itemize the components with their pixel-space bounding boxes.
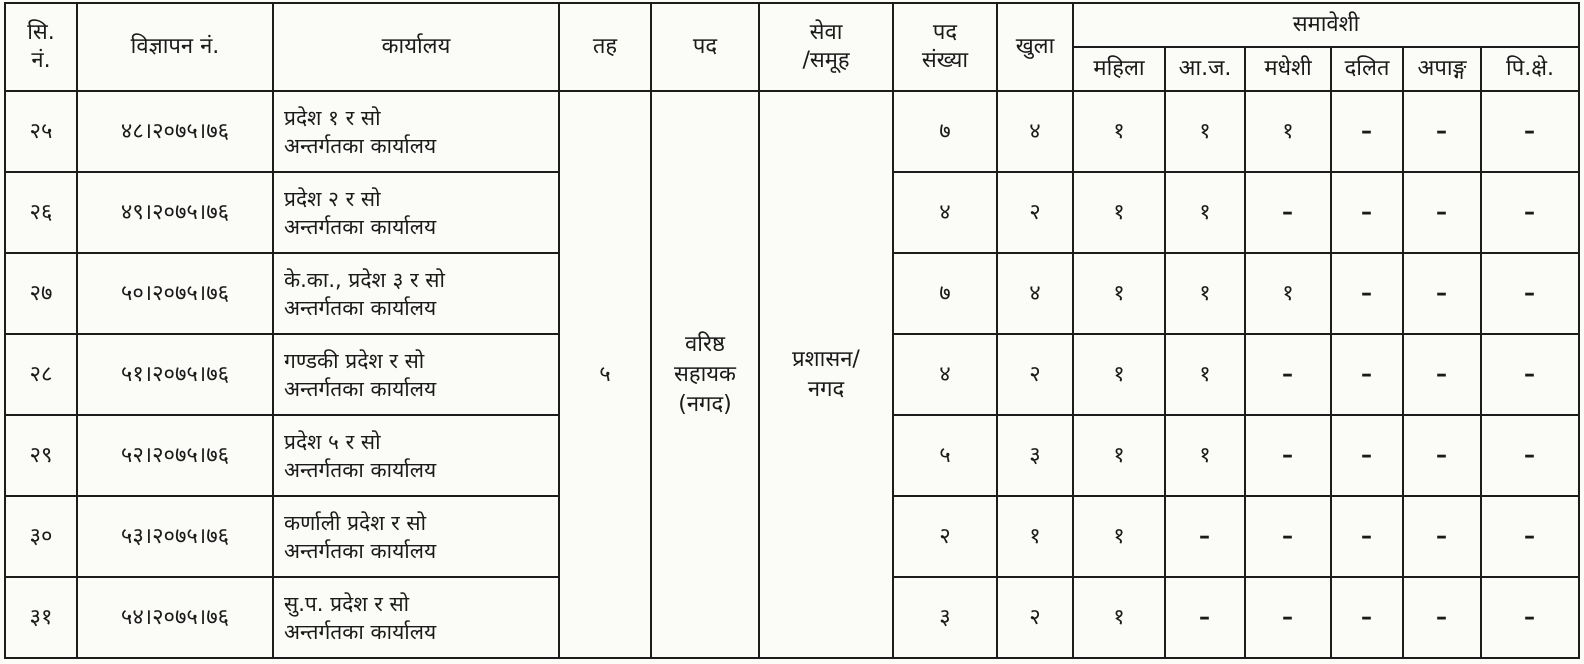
cell-indigenous: १ xyxy=(1165,172,1245,253)
header-open: खुला xyxy=(997,3,1073,91)
cell-post-count: ३ xyxy=(893,577,997,658)
vacancy-table xyxy=(4,2,1580,659)
header-disabled: अपाङ्ग xyxy=(1403,47,1481,91)
header-post: पद xyxy=(651,3,759,91)
cell-office xyxy=(273,415,559,496)
header-indigenous: आ.ज. xyxy=(1165,47,1245,91)
header-serial: सि. नं. xyxy=(5,3,77,91)
cell-dalit: – xyxy=(1331,334,1403,415)
cell-post: वरिष्ठ सहायक (नगद) xyxy=(651,91,759,658)
cell-post-count: ७ xyxy=(893,253,997,334)
cell-disabled: – xyxy=(1403,91,1481,172)
cell-office xyxy=(273,334,559,415)
cell-indigenous: १ xyxy=(1165,415,1245,496)
header-advert-no: विज्ञापन नं. xyxy=(77,3,273,91)
cell-women: १ xyxy=(1073,577,1165,658)
cell-indigenous: १ xyxy=(1165,91,1245,172)
header-level: तह xyxy=(559,3,651,91)
cell-indigenous: – xyxy=(1165,496,1245,577)
cell-women: १ xyxy=(1073,496,1165,577)
cell-advert-no: ४८।२०७५।७६ xyxy=(77,91,273,172)
cell-disabled: – xyxy=(1403,577,1481,658)
cell-serial: २५ xyxy=(5,91,77,172)
cell-backward-region: – xyxy=(1481,334,1579,415)
header-inclusive: समावेशी xyxy=(1073,3,1579,47)
cell-dalit: – xyxy=(1331,496,1403,577)
cell-office xyxy=(273,91,559,172)
office-line2: अन्तर्गतका कार्यालय xyxy=(284,457,437,482)
cell-indigenous: १ xyxy=(1165,253,1245,334)
cell-madhesi: – xyxy=(1245,577,1331,658)
cell-open: ४ xyxy=(997,253,1073,334)
cell-post-count: ७ xyxy=(893,91,997,172)
office-line1: गण्डकी प्रदेश र सो xyxy=(284,348,425,373)
cell-post-count: २ xyxy=(893,496,997,577)
cell-indigenous: १ xyxy=(1165,334,1245,415)
cell-advert-no: ५१।२०७५।७६ xyxy=(77,334,273,415)
office-line1: प्रदेश ५ र सो xyxy=(284,429,381,454)
cell-indigenous: – xyxy=(1165,577,1245,658)
cell-madhesi: – xyxy=(1245,172,1331,253)
office-line2: अन्तर्गतका कार्यालय xyxy=(284,619,437,644)
office-line1: कर्णाली प्रदेश र सो xyxy=(284,510,427,535)
cell-open: २ xyxy=(997,334,1073,415)
cell-women: १ xyxy=(1073,253,1165,334)
header-madhesi: मधेशी xyxy=(1245,47,1331,91)
cell-open: २ xyxy=(997,577,1073,658)
cell-advert-no: ४९।२०७५।७६ xyxy=(77,172,273,253)
cell-serial: २९ xyxy=(5,415,77,496)
cell-madhesi: १ xyxy=(1245,253,1331,334)
cell-office xyxy=(273,172,559,253)
cell-serial: २८ xyxy=(5,334,77,415)
cell-dalit: – xyxy=(1331,253,1403,334)
header-women: महिला xyxy=(1073,47,1165,91)
cell-madhesi: – xyxy=(1245,415,1331,496)
cell-advert-no: ५२।२०७५।७६ xyxy=(77,415,273,496)
cell-serial: ३० xyxy=(5,496,77,577)
cell-disabled: – xyxy=(1403,334,1481,415)
cell-backward-region: – xyxy=(1481,577,1579,658)
header-service-group: सेवा /समूह xyxy=(759,3,893,91)
cell-service-group: प्रशासन/ नगद xyxy=(759,91,893,658)
cell-office xyxy=(273,496,559,577)
cell-madhesi: – xyxy=(1245,334,1331,415)
cell-women: १ xyxy=(1073,172,1165,253)
cell-dalit: – xyxy=(1331,415,1403,496)
office-line2: अन्तर्गतका कार्यालय xyxy=(284,376,437,401)
office-line2: अन्तर्गतका कार्यालय xyxy=(284,538,437,563)
cell-backward-region: – xyxy=(1481,91,1579,172)
cell-dalit: – xyxy=(1331,91,1403,172)
cell-post-count: ४ xyxy=(893,334,997,415)
cell-serial: २७ xyxy=(5,253,77,334)
header-dalit: दलित xyxy=(1331,47,1403,91)
cell-serial: ३१ xyxy=(5,577,77,658)
header-post-count: पद संख्या xyxy=(893,3,997,91)
cell-women: १ xyxy=(1073,91,1165,172)
cell-madhesi: १ xyxy=(1245,91,1331,172)
cell-open: २ xyxy=(997,172,1073,253)
cell-office xyxy=(273,577,559,658)
cell-backward-region: – xyxy=(1481,496,1579,577)
cell-advert-no: ५३।२०७५।७६ xyxy=(77,496,273,577)
cell-open: १ xyxy=(997,496,1073,577)
cell-disabled: – xyxy=(1403,172,1481,253)
cell-post-count: ५ xyxy=(893,415,997,496)
cell-women: १ xyxy=(1073,415,1165,496)
office-line2: अन्तर्गतका कार्यालय xyxy=(284,133,437,158)
office-line1: प्रदेश २ र सो xyxy=(284,186,381,211)
cell-advert-no: ५४।२०७५।७६ xyxy=(77,577,273,658)
cell-post-count: ४ xyxy=(893,172,997,253)
header-backward-region: पि.क्षे. xyxy=(1481,47,1579,91)
cell-women: १ xyxy=(1073,334,1165,415)
office-line2: अन्तर्गतका कार्यालय xyxy=(284,214,437,239)
office-line2: अन्तर्गतका कार्यालय xyxy=(284,295,437,320)
cell-backward-region: – xyxy=(1481,172,1579,253)
cell-disabled: – xyxy=(1403,253,1481,334)
office-line1: सु.प. प्रदेश र सो xyxy=(284,591,410,616)
cell-backward-region: – xyxy=(1481,415,1579,496)
cell-open: ४ xyxy=(997,91,1073,172)
office-line1: प्रदेश १ र सो xyxy=(284,105,381,130)
cell-backward-region: – xyxy=(1481,253,1579,334)
cell-level: ५ xyxy=(559,91,651,658)
cell-dalit: – xyxy=(1331,577,1403,658)
cell-advert-no: ५०।२०७५।७६ xyxy=(77,253,273,334)
office-line1: के.का., प्रदेश ३ र सो xyxy=(284,267,445,292)
table-row xyxy=(5,91,1579,172)
cell-disabled: – xyxy=(1403,496,1481,577)
cell-open: ३ xyxy=(997,415,1073,496)
header-office: कार्यालय xyxy=(273,3,559,91)
cell-disabled: – xyxy=(1403,415,1481,496)
cell-dalit: – xyxy=(1331,172,1403,253)
cell-madhesi: – xyxy=(1245,496,1331,577)
cell-serial: २६ xyxy=(5,172,77,253)
cell-office xyxy=(273,253,559,334)
